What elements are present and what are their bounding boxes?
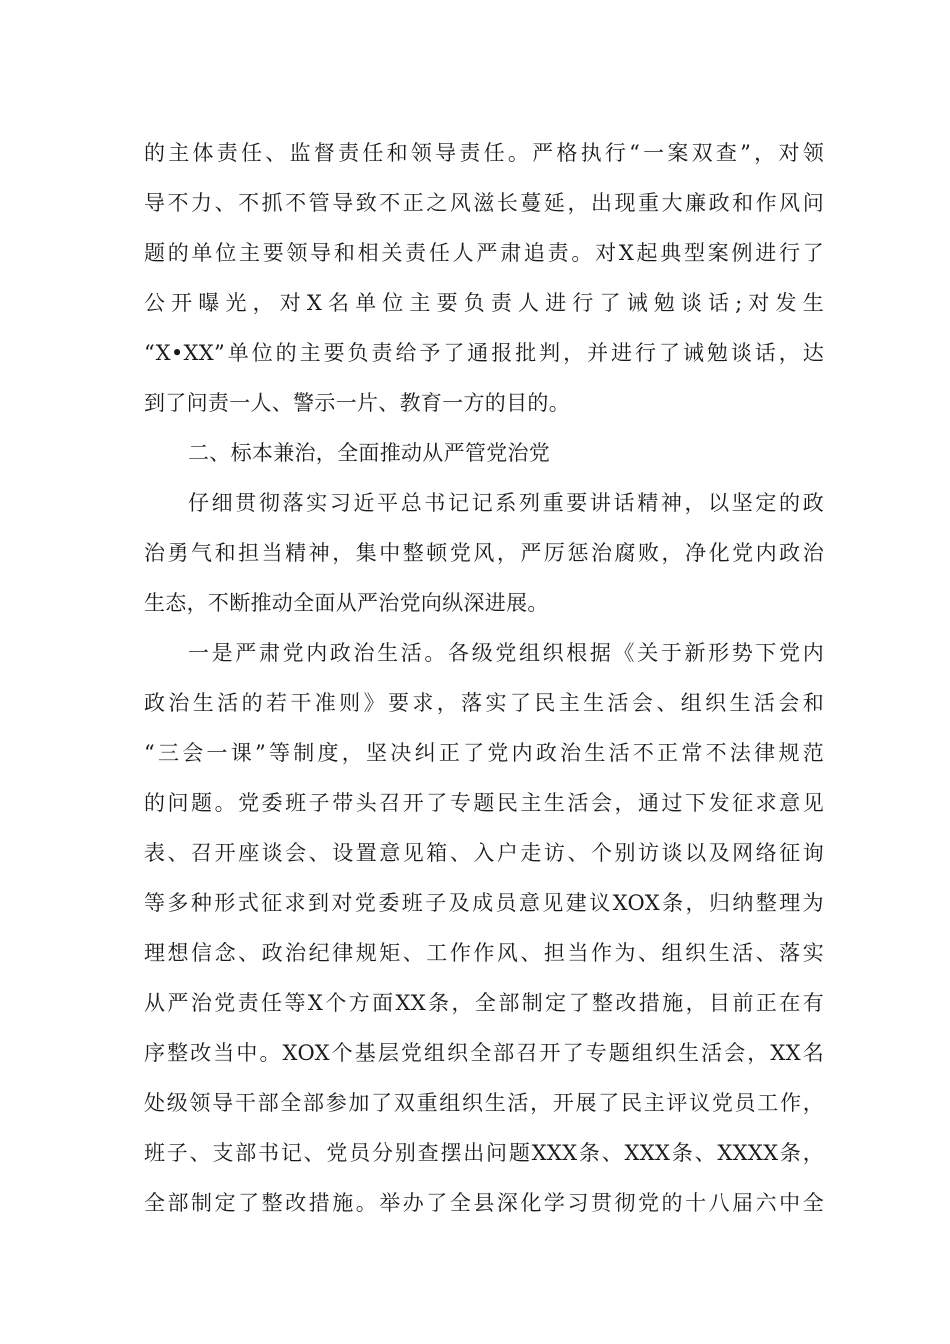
text-line: “X•XX”单位的主要负责给予了通报批判，并进行了诫勉谈话，达 [144,341,824,365]
text-line: 的主体责任、监督责任和领导责任。严格执行“一案双查”，对领 [144,141,824,165]
text-line: 生态，不断推动全面从严治党向纵深进展。 [144,591,549,615]
text-line: 仔细贯彻落实习近平总书记记系列重要讲话精神，以坚定的政 [188,491,824,515]
text-line: 导不力、不抓不管导致不正之风滋长蔓延，出现重大廉政和作风问 [144,191,824,215]
section-heading: 二、标本兼治，全面推动从严管党治党 [188,441,551,465]
text-line: 题的单位主要领导和相关责任人严肃追责。对X起典型案例进行了 [144,241,824,265]
text-line: 序整改当中。XOX个基层党组织全部召开了专题组织生活会，XX名 [144,1041,824,1065]
text-line: 一是严肃党内政治生活。各级党组织根据《关于新形势下党内 [188,641,824,665]
text-line: 的问题。党委班子带头召开了专题民主生活会，通过下发征求意见 [144,791,824,815]
text-line: 处级领导干部全部参加了双重组织生活，开展了民主评议党员工作， [144,1091,824,1115]
text-line: 理想信念、政治纪律规矩、工作作风、担当作为、组织生活、落实 [144,941,824,965]
text-line: 全部制定了整改措施。举办了全县深化学习贯彻党的十八届六中全 [144,1191,824,1215]
text-line: 治勇气和担当精神，集中整顿党风，严厉惩治腐败，净化党内政治 [144,541,824,565]
text-line: “三会一课”等制度，坚决纠正了党内政治生活不正常不法律规范 [144,741,824,765]
text-line: 政治生活的若干准则》要求，落实了民主生活会、组织生活会和 [144,691,824,715]
text-line: 从严治党责任等X个方面XX条，全部制定了整改措施，目前正在有 [144,991,824,1015]
body-text [144,128,824,1228]
text-line: 班子、支部书记、党员分别查摆出问题XXX条、XXX条、XXXX条， [144,1141,824,1165]
text-line: 到了问责一人、警示一片、教育一方的目的。 [144,391,570,415]
text-line: 等多种形式征求到对党委班子及成员意见建议XOX条，归纳整理为 [144,891,824,915]
text-line: 表、召开座谈会、设置意见箱、入户走访、个别访谈以及网络征询 [144,841,824,865]
text-line: 公开曝光，对X名单位主要负责人进行了诫勉谈话;对发生 [144,291,824,315]
